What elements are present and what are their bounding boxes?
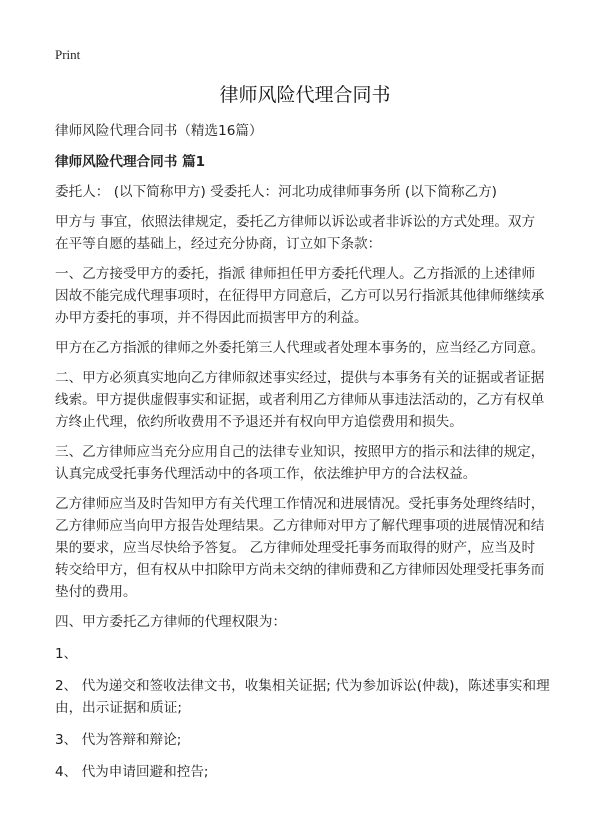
paragraph: [55, 441, 555, 485]
print-link[interactable]: Print: [55, 47, 81, 62]
paragraph: [55, 493, 555, 603]
paragraph: [55, 729, 555, 751]
paragraph-line: 二、甲方必须真实地向乙方律师叙述事实经过，提供与本事务有关的证据或者证据: [55, 370, 545, 386]
paragraph-line: 甲方与 事宜，依照法律规定，委托乙方律师以诉讼或者非诉讼的方式处理。双方: [55, 214, 536, 230]
paragraph-line: 方终止代理，依约所收费用不予退还并有权向甲方追偿费用和损失。: [55, 414, 463, 430]
document-body: [55, 181, 555, 783]
paragraph-line: 转交给甲方，但有权从中扣除甲方尚未交纳的律师费和乙方律师因处理受托事务而: [55, 562, 545, 578]
paragraph: [55, 211, 555, 255]
paragraph: [55, 675, 555, 719]
paragraph-line: 1、: [55, 646, 78, 662]
paragraph: [55, 761, 555, 783]
paragraph-line: 办甲方委托的事项，并不得因此而损害甲方的利益。: [55, 310, 368, 326]
paragraph-line: 在平等自愿的基础上，经过充分协商，订立如下条款：: [55, 236, 382, 252]
paragraph-line: 乙方律师应当向甲方报告处理结果。乙方律师对甲方了解代理事项的进展情况和结: [55, 518, 545, 534]
paragraph-line: 认真完成受托事务代理活动中的各项工作，依法维护甲方的合法权益。: [55, 466, 477, 482]
paragraph: [55, 263, 555, 329]
paragraph-line: 4、 代为申请回避和控告;: [55, 764, 209, 780]
paragraph-line: 乙方律师应当及时告知甲方有关代理工作情况和进展情况。受托事务处理终结时，: [55, 496, 545, 512]
paragraph: [55, 611, 555, 633]
paragraph: [55, 643, 555, 665]
paragraph-line: 委托人： (以下简称甲方) 受委托人：河北功成律师事务所 (以下简称乙方): [55, 184, 497, 200]
document-title: 律师风险代理合同书: [219, 84, 391, 106]
section-heading: 律师风险代理合同书 篇1: [55, 154, 206, 170]
paragraph-line: 3、 代为答辩和辩论;: [55, 732, 182, 748]
paragraph-line: 三、乙方律师应当充分应用自己的法律专业知识，按照甲方的指示和法律的规定，: [55, 444, 545, 460]
paragraph-line: 由，出示证据和质证;: [55, 700, 182, 716]
paragraph-line: 垫付的费用。: [55, 584, 137, 600]
paragraph-line: 甲方在乙方指派的律师之外委托第三人代理或者处理本事务的，应当经乙方同意。: [55, 340, 545, 356]
paragraph-line: 一、乙方接受甲方的委托，指派 律师担任甲方委托代理人。乙方指派的上述律师: [55, 266, 536, 282]
paragraph-line: 线索。甲方提供虚假事实和证据，或者利用乙方律师从事违法活动的，乙方有权单: [55, 392, 545, 408]
paragraph: [55, 337, 555, 359]
paragraph-line: 果的要求，应当尽快给予答复。 乙方律师处理受托事务而取得的财产，应当及时: [55, 540, 536, 556]
paragraph-line: 因故不能完成代理事项时，在征得甲方同意后，乙方可以另行指派其他律师继续承: [55, 288, 545, 304]
paragraph: [55, 367, 555, 433]
paragraph-line: 四、甲方委托乙方律师的代理权限为：: [55, 614, 287, 630]
document-subtitle: 律师风险代理合同书（精选16篇）: [55, 123, 263, 139]
document-page: [55, 44, 555, 783]
paragraph-line: 2、 代为递交和签收法律文书，收集相关证据; 代为参加诉讼(仲裁)，陈述事实和理: [55, 678, 550, 694]
paragraph: [55, 181, 555, 203]
